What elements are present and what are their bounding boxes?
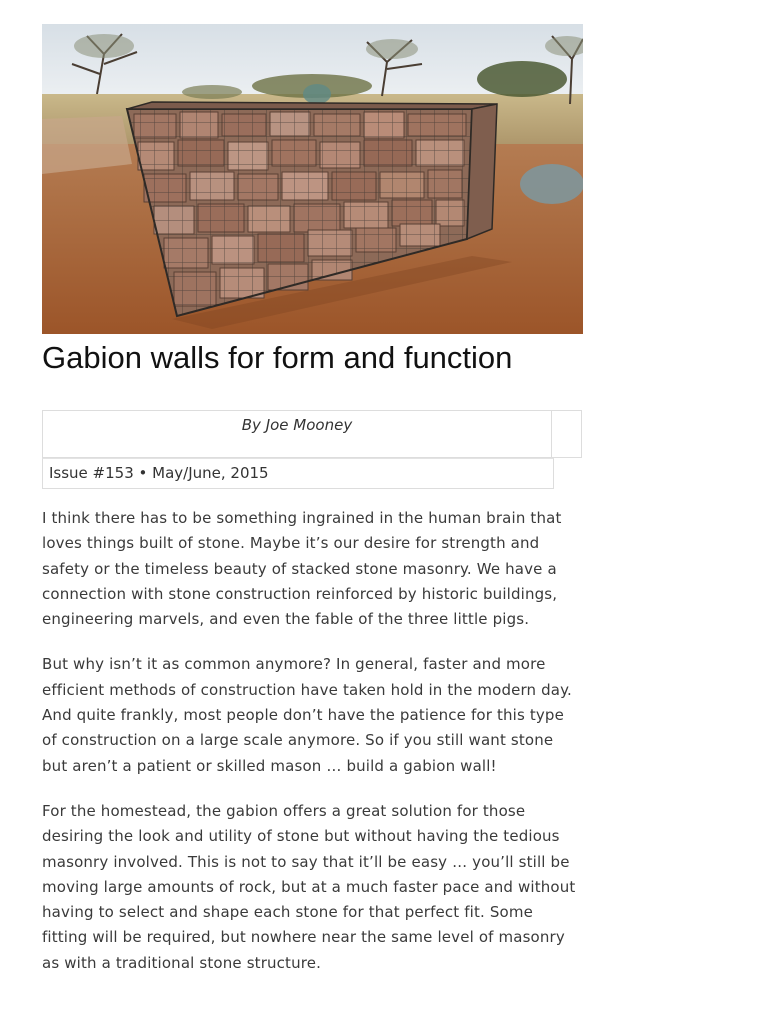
article-title: Gabion walls for form and function: [42, 340, 513, 375]
empty-cell: [552, 410, 582, 458]
article-meta-table: [42, 410, 582, 489]
byline: By Joe Mooney: [241, 416, 353, 434]
gabion-wall-photo: [42, 24, 583, 334]
paragraph: For the homestead, the gabion offers a great solution for those desiring the look and utility of stone but without having the tedious masonry involved. This is not to say that it’ll be easy … you’ll still be moving large amounts of rock, but at a much faster pace and without having to select and shape each stone for that perfect fit. Some fitting will be required, but nowhere near the same level of masonry as with a traditional stone structure.: [42, 801, 576, 972]
paragraph: I think there has to be something ingrained in the human brain that loves things built of stone. Maybe it’s our desire for strength and safety or the timeless beauty of stacked stone masonry. We have a connection with stone construction reinforced by historic buildings, engineering marvels, and even the fable of the three little pigs.: [42, 509, 562, 629]
paragraph: But why isn’t it as common anymore? In general, faster and more efficient methods of construction have taken hold in the modern day. And quite frankly, most people don’t have the patience for this type of construction on a large scale anymore. So if you still want stone but aren’t a patient or skilled mason … build a gabion wall!: [42, 655, 572, 775]
byline-cell: [42, 410, 552, 458]
article-body: [42, 506, 583, 976]
issue-info: Issue #153 • May/June, 2015: [42, 458, 554, 489]
article: [42, 24, 583, 996]
article-hero-image: [42, 24, 583, 334]
